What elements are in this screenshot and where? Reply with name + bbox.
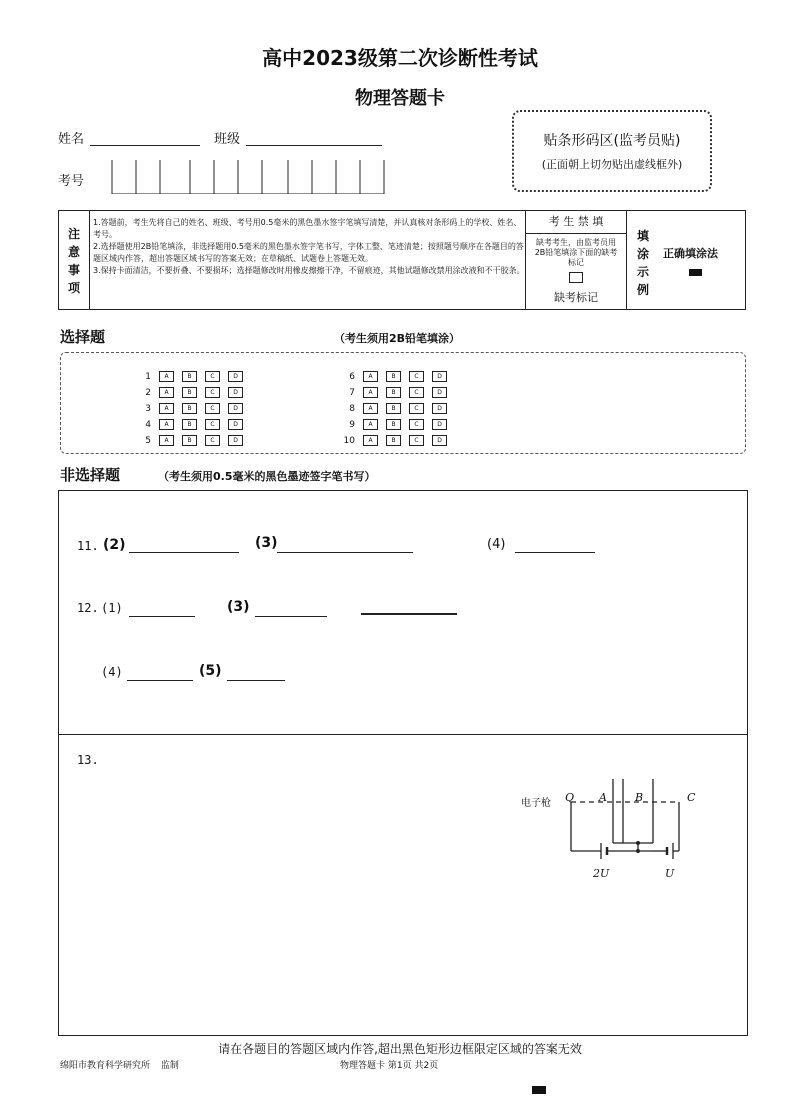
label-2u: 2U (593, 867, 610, 880)
notice-label-char: 注 (67, 227, 80, 241)
choice-right-column (333, 369, 455, 449)
option-bubble[interactable]: B (182, 371, 197, 382)
q12-part4-answer[interactable] (127, 679, 193, 681)
option-bubble[interactable]: D (228, 403, 243, 414)
option-bubble[interactable]: C (409, 419, 424, 430)
q12-part1: (1) (101, 601, 123, 615)
absent-mark-box[interactable] (569, 272, 583, 283)
option-bubble[interactable]: C (409, 403, 424, 414)
choice-row (129, 433, 251, 449)
fill-label-char: 涂 (636, 247, 649, 261)
q11-part2-answer[interactable] (129, 551, 239, 553)
option-bubble[interactable]: A (363, 403, 378, 414)
option-bubble[interactable]: C (409, 435, 424, 446)
question-number: 8 (349, 404, 355, 414)
option-bubble[interactable]: D (228, 371, 243, 382)
class-label: 班级 (214, 132, 241, 147)
notice-row (58, 210, 746, 310)
choice-section-title: 选择题 (60, 328, 106, 346)
question-number: 2 (145, 388, 151, 398)
option-bubble[interactable]: C (205, 387, 220, 398)
choice-row (129, 417, 251, 433)
exam-title: 高中2023级第二次诊断性考试 (262, 46, 538, 70)
choice-row (129, 385, 251, 401)
footer-org-action: 监制 (160, 1061, 179, 1071)
footer-org (60, 1058, 179, 1071)
q12-part5: (5) (199, 663, 222, 679)
question-number: 1 (145, 372, 151, 382)
q13-number: 13. (77, 753, 99, 767)
option-bubble[interactable]: D (432, 403, 447, 414)
option-bubble[interactable]: A (159, 419, 174, 430)
question-number: 10 (343, 436, 355, 446)
choice-area (60, 352, 746, 454)
option-bubble[interactable]: A (363, 435, 378, 446)
fill-label-char: 例 (636, 283, 649, 297)
q11-part2: (2) (103, 537, 126, 553)
q12-part3: (3) (227, 599, 250, 615)
exam-no-label: 考号 (58, 174, 85, 189)
question-number: 7 (349, 388, 355, 398)
q12-extra-answer[interactable] (361, 612, 457, 615)
q11-part3-answer[interactable] (277, 551, 413, 553)
answer-divider (59, 734, 747, 735)
option-bubble[interactable]: C (205, 435, 220, 446)
footer-warning: 请在各题目的答题区域内作答,超出黑色矩形边框限定区域的答案无效 (218, 1042, 582, 1056)
option-bubble[interactable]: C (205, 419, 220, 430)
option-bubble[interactable]: C (409, 371, 424, 382)
option-bubble[interactable]: A (363, 387, 378, 398)
fill-label-char: 填 (636, 229, 649, 243)
option-bubble[interactable]: B (182, 387, 197, 398)
q12-part1-answer[interactable] (129, 615, 195, 617)
q12-part5-answer[interactable] (227, 679, 285, 681)
non-choice-section-title: 非选择题 (60, 466, 121, 484)
notice-items (93, 217, 525, 277)
barcode-area (512, 110, 712, 192)
option-bubble[interactable]: B (182, 403, 197, 414)
option-bubble[interactable]: B (386, 419, 401, 430)
q11-part4-answer[interactable] (515, 551, 595, 553)
non-choice-section-note: （考生须用0.5毫米的黑色墨迹签字笔书写） (158, 470, 376, 483)
notice-item: 1.答题前，考生先将自己的姓名、班级、考号用0.5毫米的黑色墨水签字笔填写清楚，并认真核对条形码上的学校、姓名、考号。 (93, 218, 522, 239)
q12-part3-answer[interactable] (255, 615, 327, 617)
choice-row (333, 385, 455, 401)
electron-gun-label: 电子枪 (521, 798, 551, 809)
option-bubble[interactable]: D (432, 419, 447, 430)
option-bubble[interactable]: A (159, 435, 174, 446)
exam-no-grid[interactable] (92, 160, 388, 194)
notice-label-char: 项 (67, 281, 80, 295)
notice-label-char: 事 (67, 263, 80, 277)
option-bubble[interactable]: A (159, 387, 174, 398)
circuit-diagram (521, 777, 711, 887)
option-bubble[interactable]: B (182, 435, 197, 446)
fill-example-label (633, 227, 653, 299)
label-u: U (665, 867, 675, 880)
q12-part4: (4) (101, 665, 123, 679)
choice-row (333, 417, 455, 433)
option-bubble[interactable]: A (159, 371, 174, 382)
choice-section-note: （考生须用2B铅笔填涂） (334, 332, 461, 345)
option-bubble[interactable]: A (363, 419, 378, 430)
notice-label-col (59, 211, 90, 309)
question-number: 9 (349, 420, 355, 430)
question-number: 3 (145, 404, 151, 414)
exam-forbidden-box (525, 211, 627, 309)
option-bubble[interactable]: C (205, 403, 220, 414)
answer-area (58, 490, 748, 1036)
fill-example-text: 正确填涂法 (663, 247, 718, 260)
choice-row (333, 369, 455, 385)
exam-no-boxes (92, 160, 388, 194)
absent-mark-label: 缺考标记 (554, 291, 598, 304)
label-b: B (635, 791, 644, 804)
exam-forbidden-text: 缺考考生，由监考员用2B铅笔填涂下面的缺考标记 (534, 238, 618, 267)
option-bubble[interactable]: B (386, 403, 401, 414)
footer-page-info: 物理答题卡 第1页 共2页 (340, 1061, 439, 1071)
timing-mark (532, 1086, 546, 1094)
option-bubble[interactable]: D (432, 435, 447, 446)
choice-row (129, 401, 251, 417)
q11-part4: (4) (487, 537, 506, 552)
question-number: 4 (145, 420, 151, 430)
choice-left-column (129, 369, 251, 449)
name-field[interactable] (90, 144, 200, 146)
footer-org-name: 绵阳市教育科学研究所 (60, 1061, 151, 1071)
exam-forbidden-title: 考 生 禁 填 (526, 211, 626, 234)
fill-label-char: 示 (636, 265, 649, 279)
name-label: 姓名 (58, 132, 85, 147)
notice-label-char: 意 (67, 245, 80, 259)
question-number: 5 (145, 436, 151, 446)
choice-row (129, 369, 251, 385)
option-bubble[interactable]: B (182, 419, 197, 430)
option-bubble[interactable]: C (205, 371, 220, 382)
q11-part3: (3) (255, 535, 278, 551)
option-bubble[interactable]: C (409, 387, 424, 398)
question-number: 6 (349, 372, 355, 382)
choice-row (333, 401, 455, 417)
filled-bubble-sample (689, 269, 702, 276)
barcode-line2: (正面朝上切勿贴出虚线框外) (541, 158, 683, 171)
card-subtitle: 物理答题卡 (355, 88, 445, 109)
option-bubble[interactable]: A (159, 403, 174, 414)
option-bubble[interactable]: B (386, 387, 401, 398)
q11-number: 11. (77, 539, 99, 553)
q12-number: 12. (77, 601, 99, 615)
option-bubble[interactable]: A (363, 371, 378, 382)
notice-item: 3.保持卡面清洁，不要折叠、不要损坏；选择题修改时用橡皮擦擦干净，不留痕迹，其他试题修改禁用涂改液和不干胶条。 (93, 266, 525, 275)
option-bubble[interactable]: B (386, 435, 401, 446)
option-bubble[interactable]: D (228, 419, 243, 430)
label-q: Q (565, 791, 575, 804)
option-bubble[interactable]: D (432, 387, 447, 398)
choice-row (333, 433, 455, 449)
option-bubble[interactable]: D (432, 371, 447, 382)
notice-item: 2.选择题使用2B铅笔填涂，非选择题用0.5毫米的黑色墨水签字笔书写，字体工整、笔迹清楚；按照题号顺序在各题目的答题区域内作答，超出答题区域书写的答案无效；在草稿纸、试题卷上答题无效。 (93, 242, 524, 263)
barcode-line1: 贴条形码区(监考员贴) (543, 133, 681, 149)
option-bubble[interactable]: D (228, 387, 243, 398)
class-field[interactable] (246, 144, 382, 146)
option-bubble[interactable]: B (386, 371, 401, 382)
label-a: A (599, 791, 607, 804)
label-c: C (687, 791, 696, 804)
option-bubble[interactable]: D (228, 435, 243, 446)
